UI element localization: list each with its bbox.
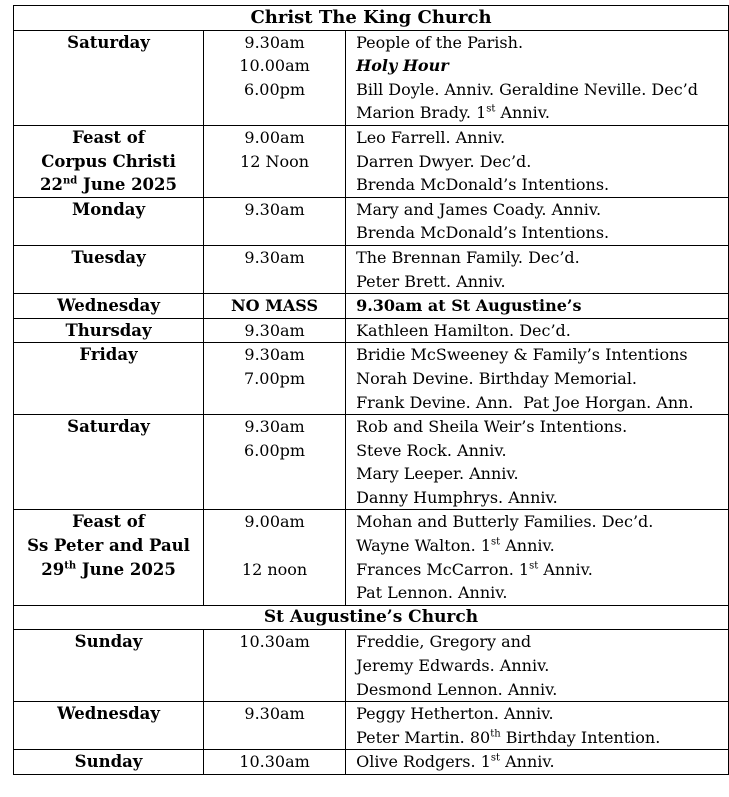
intention-line [356, 198, 728, 222]
mass-times-cell [204, 702, 346, 750]
text-segment: Darren Dwyer. Dec’d. [356, 151, 532, 171]
text-segment: Anniv. [500, 536, 555, 556]
day-label-line: Thursday [65, 320, 152, 340]
intentions-cell [346, 630, 729, 702]
text-segment: Norah Devine. Birthday Memorial. [356, 368, 638, 388]
mass-time: 9.30am [244, 320, 305, 340]
text-segment: Feast of [72, 127, 145, 147]
schedule-row [14, 750, 729, 775]
mass-intentions-table [13, 5, 729, 775]
mass-times-cell [204, 30, 346, 125]
text-segment: Corpus Christi [41, 151, 176, 171]
intention-line [356, 439, 728, 463]
text-segment: Anniv. [500, 752, 555, 772]
intention-line [356, 78, 728, 102]
mass-time: 10.30am [239, 752, 310, 772]
day-cell [14, 510, 204, 605]
text-segment: 9.30am at St Augustine’s [356, 296, 582, 316]
schedule-row [14, 630, 729, 702]
schedule-row [14, 294, 729, 319]
day-cell [14, 750, 204, 775]
day-label-line [14, 534, 203, 558]
ordinal-suffix: th [64, 560, 77, 572]
intentions-cell [346, 318, 729, 343]
ordinal-suffix: nd [63, 175, 78, 187]
ordinal-suffix: st [486, 104, 496, 116]
day-label-line [14, 150, 203, 174]
text-segment: Feast of [72, 512, 145, 532]
intention-line [356, 126, 728, 150]
text-segment: Bill Doyle. Anniv. Geraldine Neville. Dec’d [356, 79, 698, 99]
text-segment: Rob and Sheila Weir’s Intentions. [356, 417, 628, 437]
intention-line [356, 150, 728, 174]
schedule-row [14, 510, 729, 605]
day-cell [14, 343, 204, 415]
text-segment: Desmond Lennon. Anniv. [356, 679, 558, 699]
text-segment: Anniv. [495, 103, 550, 123]
intentions-cell [346, 197, 729, 245]
day-cell [14, 197, 204, 245]
mass-time: 6.00pm [244, 79, 306, 99]
day-label-line: Wednesday [57, 704, 160, 724]
intention-line [356, 581, 728, 605]
mass-times-cell [204, 750, 346, 775]
day-cell [14, 245, 204, 293]
intention-line [356, 750, 728, 774]
schedule-row [14, 343, 729, 415]
text-segment: Danny Humphrys. Anniv. [356, 487, 558, 507]
intention-line [356, 246, 728, 270]
text-segment: Brenda McDonald’s Intentions. [356, 175, 610, 195]
intention-line [356, 678, 728, 702]
text-segment: 22 [40, 175, 64, 195]
intention-line [356, 54, 728, 78]
mass-times-cell [204, 125, 346, 197]
intention-line [356, 486, 728, 510]
intention-line [356, 270, 728, 294]
text-segment: Ss Peter and Paul [27, 536, 190, 556]
text-segment: Steve Rock. Anniv. [356, 440, 507, 460]
text-segment: Birthday Intention. [500, 727, 661, 747]
mass-time: 9.00am [244, 127, 305, 147]
mass-times-cell [204, 318, 346, 343]
text-segment: Bridie McSweeney & Family’s Intentions [356, 345, 688, 365]
text-segment: Freddie, Gregory and [356, 632, 532, 652]
day-cell [14, 318, 204, 343]
intention-line [356, 726, 728, 750]
intention-line [356, 319, 728, 343]
mass-times-cell [204, 245, 346, 293]
day-cell [14, 630, 204, 702]
schedule-row [14, 415, 729, 510]
intention-line [356, 173, 728, 197]
text-segment: Brenda McDonald’s Intentions. [356, 223, 610, 243]
day-cell [14, 294, 204, 319]
mass-times-cell [204, 415, 346, 510]
day-label-line: Sunday [74, 632, 143, 652]
church-header-row [14, 605, 729, 630]
schedule-row [14, 30, 729, 125]
intentions-cell [346, 750, 729, 775]
day-cell [14, 30, 204, 125]
intention-line [356, 221, 728, 245]
intention-line [356, 101, 728, 125]
mass-time: 12 Noon [240, 151, 310, 171]
text-segment: Olive Rodgers. 1 [356, 752, 491, 772]
intention-line [356, 558, 728, 582]
day-label-line: Saturday [67, 417, 150, 437]
church-header-row [14, 6, 729, 31]
day-label-line [14, 173, 203, 197]
day-cell [14, 702, 204, 750]
schedule-row [14, 197, 729, 245]
intention-line [356, 343, 728, 367]
text-segment: Pat Lennon. Anniv. [356, 583, 508, 603]
mass-time: 10.00am [239, 56, 310, 76]
intentions-cell [346, 415, 729, 510]
mass-time: 9.30am [244, 247, 305, 267]
mass-time: NO MASS [231, 296, 319, 316]
mass-times-cell [204, 343, 346, 415]
text-segment: Anniv. [538, 559, 593, 579]
text-segment: June 2025 [77, 175, 177, 195]
schedule-row [14, 702, 729, 750]
intention-line [356, 415, 728, 439]
day-label-line: Monday [71, 199, 146, 219]
day-label-line: Sunday [74, 752, 143, 772]
day-cell [14, 125, 204, 197]
text-segment: Peter Brett. Anniv. [356, 271, 506, 291]
mass-time: 9.30am [244, 417, 305, 437]
day-label-line [14, 558, 203, 582]
text-segment: The Brennan Family. Dec’d. [356, 247, 580, 267]
ordinal-suffix: st [490, 753, 501, 765]
text-segment: Frances McCarron. 1 [356, 559, 530, 579]
intentions-cell [346, 510, 729, 605]
text-segment: Jeremy Edwards. Anniv. [356, 656, 550, 676]
day-label-line: Tuesday [71, 247, 146, 267]
intention-line [356, 654, 728, 678]
ordinal-suffix: st [529, 560, 539, 572]
intention-line [356, 534, 728, 558]
intention-line [356, 630, 728, 654]
text-segment: Frank Devine. Ann. [356, 392, 514, 412]
intention-line [356, 367, 728, 391]
text-segment: June 2025 [76, 559, 176, 579]
schedule-row [14, 125, 729, 197]
church-name: St Augustine’s Church [14, 605, 729, 630]
text-segment: 29 [41, 559, 65, 579]
text-segment: Leo Farrell. Anniv. [356, 127, 506, 147]
day-label-line: Friday [79, 345, 138, 365]
mass-time: 9.30am [244, 199, 305, 219]
text-segment: Holy Hour [356, 56, 449, 76]
intention-line [356, 702, 728, 726]
intention-line [356, 462, 728, 486]
intentions-cell [346, 125, 729, 197]
text-segment: Marion Brady. 1 [356, 103, 487, 123]
mass-time: 9.00am [244, 512, 305, 532]
ordinal-suffix: th [490, 728, 501, 740]
schedule-row [14, 245, 729, 293]
church-name: Christ The King Church [14, 6, 729, 31]
mass-times-cell [204, 197, 346, 245]
schedule-row [14, 318, 729, 343]
text-segment: People of the Parish. [356, 32, 524, 52]
mass-time: 9.30am [244, 345, 305, 365]
day-cell [14, 415, 204, 510]
mass-time: 6.00pm [244, 440, 306, 460]
day-label-line: Saturday [67, 32, 150, 52]
mass-times-cell [204, 630, 346, 702]
mass-time: 12 noon [241, 559, 308, 579]
mass-times-cell [204, 510, 346, 605]
text-segment: Mary and James Coady. Anniv. [356, 199, 602, 219]
text-segment: Peter Martin. 80 [356, 727, 491, 747]
mass-time: 10.30am [239, 632, 310, 652]
day-label-line: Wednesday [57, 296, 160, 316]
mass-time: 9.30am [244, 704, 305, 724]
mass-time: 7.00pm [244, 368, 306, 388]
text-segment: Peggy Hetherton. Anniv. [356, 704, 554, 724]
intention-line [356, 31, 728, 55]
intentions-cell [346, 702, 729, 750]
mass-time: 9.30am [244, 32, 305, 52]
text-segment: Wayne Walton. 1 [356, 536, 491, 556]
day-label-line [14, 510, 203, 534]
intentions-cell [346, 294, 729, 319]
mass-time [204, 534, 345, 558]
intentions-cell [346, 343, 729, 415]
intentions-cell [346, 245, 729, 293]
ordinal-suffix: st [491, 536, 501, 548]
mass-times-cell [204, 294, 346, 319]
intention-line [356, 510, 728, 534]
text-segment: Mohan and Butterly Families. Dec’d. [356, 512, 654, 532]
day-label-line [14, 126, 203, 150]
intentions-cell [346, 30, 729, 125]
text-segment: Kathleen Hamilton. Dec’d. [356, 320, 571, 340]
text-segment: Pat Joe Horgan. Ann. [523, 392, 694, 412]
text-segment: Mary Leeper. Anniv. [356, 464, 519, 484]
intention-line [356, 391, 728, 415]
intention-line [356, 294, 728, 318]
